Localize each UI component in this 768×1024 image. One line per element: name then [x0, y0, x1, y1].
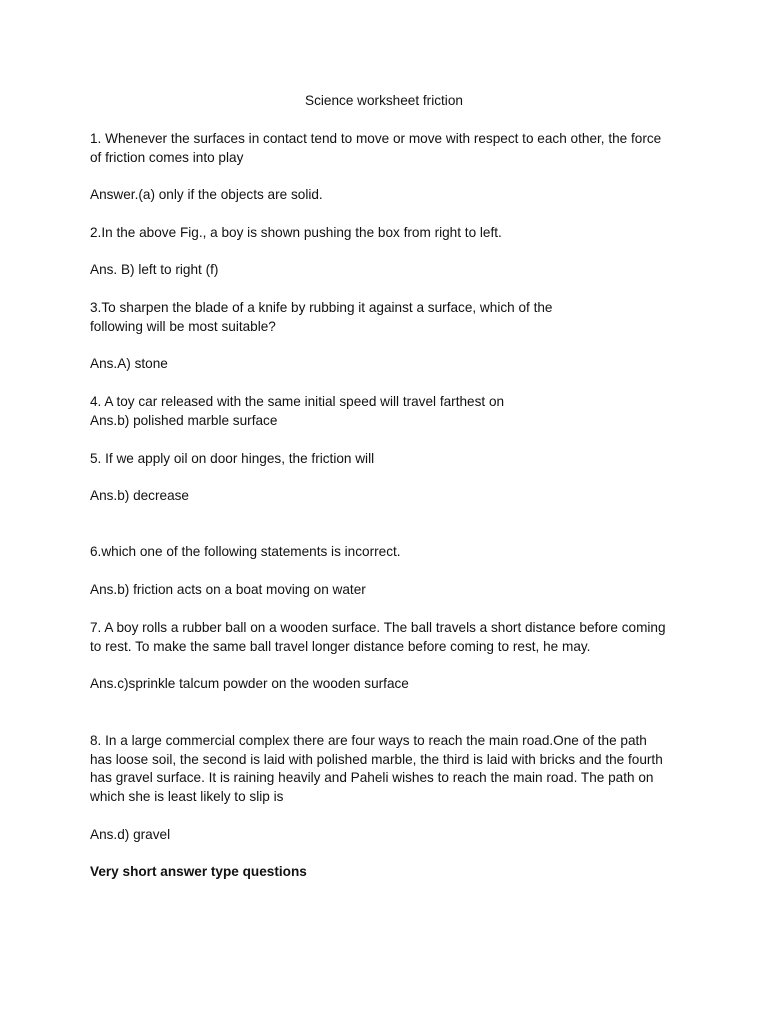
text-line: Answer.(a) only if the objects are solid. — [90, 187, 323, 202]
text-line: has loose soil, the second is laid with polished marble, the third is laid with bricks and the fourth — [90, 751, 663, 767]
text-line: following will be most suitable? — [90, 318, 276, 334]
question-8 — [90, 732, 690, 806]
question-5 — [90, 450, 690, 469]
text-line: 1. Whenever the surfaces in contact tend to move or move with respect to each other, the force — [90, 131, 662, 146]
text-line: to rest. To make the same ball travel longer distance before coming to rest, he may. — [90, 638, 591, 654]
text-line: of friction comes into play — [90, 149, 244, 165]
answer-7 — [90, 675, 690, 694]
text-line: Ans. B) left to right (f) — [90, 262, 219, 277]
text-line: Ans.A) stone — [90, 356, 168, 371]
text-line: which she is least likely to slip is — [90, 788, 284, 804]
text-line: 5. If we apply oil on door hinges, the friction will — [90, 451, 375, 466]
text-line: Ans.b) polished marble surface — [90, 412, 278, 428]
question-6 — [90, 543, 690, 562]
question-3 — [90, 299, 690, 336]
answer-1 — [90, 186, 690, 205]
text-line: 4. A toy car released with the same initial speed will travel farthest on — [90, 394, 505, 409]
text-line: Ans.c)sprinkle talcum powder on the wooden surface — [90, 676, 409, 691]
page-title: Science worksheet friction — [305, 93, 463, 108]
text-line: Ans.b) friction acts on a boat moving on water — [90, 582, 366, 597]
text-line: 8. In a large commercial complex there are four ways to reach the main road.One of the path — [90, 733, 647, 748]
text-line: 3.To sharpen the blade of a knife by rubbing it against a surface, which of the — [90, 300, 553, 315]
text-line: 7. A boy rolls a rubber ball on a wooden surface. The ball travels a short distance before coming — [90, 620, 666, 635]
question-4 — [90, 393, 690, 430]
answer-5 — [90, 487, 690, 506]
answer-6 — [90, 581, 690, 600]
answer-3 — [90, 355, 690, 374]
section-heading — [90, 863, 690, 882]
question-2 — [90, 224, 690, 243]
question-1 — [90, 130, 690, 167]
text-line: Ans.b) decrease — [90, 488, 189, 503]
answer-2 — [90, 261, 690, 280]
text-line: Very short answer type questions — [90, 864, 307, 879]
answer-8 — [90, 826, 690, 845]
text-line: has gravel surface. It is raining heavily and Paheli wishes to reach the main road. The path on — [90, 770, 654, 785]
text-line: Ans.d) gravel — [90, 827, 171, 842]
text-line: 2.In the above Fig., a boy is shown pushing the box from right to left. — [90, 225, 502, 240]
text-line: 6.which one of the following statements is incorrect. — [90, 544, 401, 559]
question-7 — [90, 619, 690, 656]
